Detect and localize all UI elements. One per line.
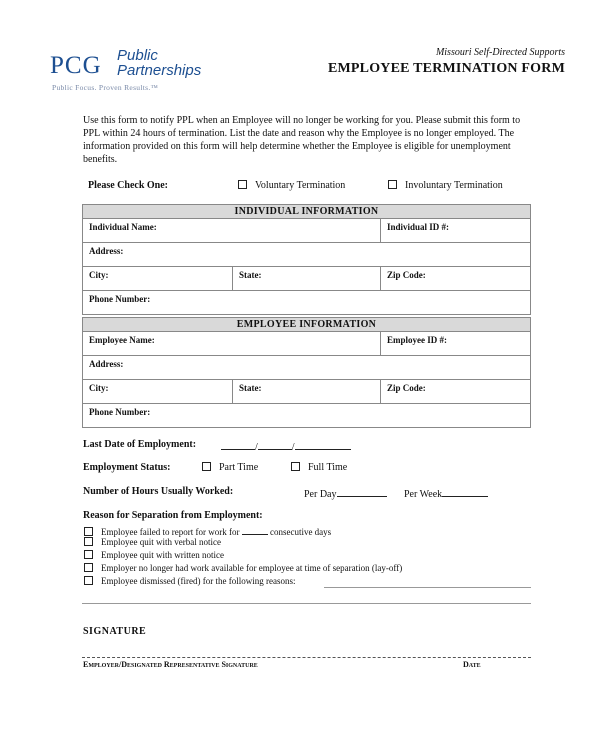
individual-info-table bbox=[82, 204, 531, 315]
checkbox-icon[interactable] bbox=[84, 527, 93, 536]
last-date-label: Last Date of Employment: bbox=[83, 439, 197, 450]
reason-3-label: Employee quit with written notice bbox=[101, 550, 224, 560]
employee-zip-field[interactable]: Zip Code: bbox=[381, 380, 531, 404]
signature-title: SIGNATURE bbox=[83, 626, 147, 637]
dismissed-reason-line-2[interactable] bbox=[82, 603, 531, 604]
form-subtitle: Missouri Self-Directed Supports bbox=[435, 47, 565, 58]
individual-name-field[interactable]: Individual Name: bbox=[83, 219, 381, 243]
reason-lay-off[interactable] bbox=[84, 563, 402, 573]
per-day-label: Per Day bbox=[304, 489, 337, 500]
check-one-label: Please Check One: bbox=[88, 180, 168, 191]
employee-state-field[interactable]: State: bbox=[233, 380, 381, 404]
employee-id-field[interactable]: Employee ID #: bbox=[381, 332, 531, 356]
signature-line[interactable] bbox=[82, 657, 531, 658]
option-voluntary-label: Voluntary Termination bbox=[255, 180, 346, 191]
individual-id-field[interactable]: Individual ID #: bbox=[381, 219, 531, 243]
form-title: EMPLOYEE TERMINATION FORM bbox=[327, 61, 565, 76]
option-part-time[interactable] bbox=[202, 462, 258, 473]
date-label: Date bbox=[463, 660, 481, 669]
per-week-label: Per Week bbox=[404, 489, 443, 500]
individual-phone-field[interactable]: Phone Number: bbox=[83, 291, 531, 315]
employment-status-label: Employment Status: bbox=[83, 462, 171, 473]
rep-signature-label: Employer/Designated Representative Signature bbox=[83, 660, 258, 669]
reason-1-pre: Employee failed to report for work for bbox=[101, 527, 240, 537]
individual-zip-field[interactable]: Zip Code: bbox=[381, 267, 531, 291]
checkbox-icon[interactable] bbox=[388, 180, 397, 189]
reason-dismissed[interactable] bbox=[84, 576, 531, 586]
checkbox-icon[interactable] bbox=[84, 550, 93, 559]
checkbox-icon[interactable] bbox=[238, 180, 247, 189]
days-blank[interactable] bbox=[242, 524, 268, 535]
employee-info-table bbox=[82, 317, 531, 428]
checkbox-icon[interactable] bbox=[84, 563, 93, 572]
reason-failed-to-report[interactable] bbox=[84, 524, 331, 537]
per-day-field[interactable] bbox=[304, 486, 387, 500]
checkbox-icon[interactable] bbox=[291, 462, 300, 471]
dismissed-reason-line[interactable] bbox=[324, 587, 531, 588]
employee-city-field[interactable]: City: bbox=[83, 380, 233, 404]
logo-tagline: Public Focus. Proven Results.™ bbox=[52, 83, 159, 92]
checkbox-icon[interactable] bbox=[84, 576, 93, 585]
option-full-time[interactable] bbox=[291, 462, 347, 473]
employee-info-heading: EMPLOYEE INFORMATION bbox=[83, 318, 531, 332]
option-involuntary[interactable] bbox=[388, 180, 503, 191]
logo-line2: Partnerships bbox=[117, 62, 202, 79]
individual-info-heading: INDIVIDUAL INFORMATION bbox=[83, 205, 531, 219]
reasons-heading: Reason for Separation from Employment: bbox=[83, 510, 263, 521]
individual-address-field[interactable]: Address: bbox=[83, 243, 531, 267]
reason-5-label: Employee dismissed (fired) for the following reasons: bbox=[101, 576, 296, 586]
individual-city-field[interactable]: City: bbox=[83, 267, 233, 291]
individual-state-field[interactable]: State: bbox=[233, 267, 381, 291]
checkbox-icon[interactable] bbox=[202, 462, 211, 471]
part-time-label: Part Time bbox=[219, 462, 259, 473]
last-date-field[interactable]: / / bbox=[221, 439, 351, 453]
reason-1-post: consecutive days bbox=[269, 527, 332, 537]
intro-paragraph: Use this form to notify PPL when an Employee will no longer be working for you. Please submit this form to PPL within 24 hours of termination. List the date and reason why the Employee is no longer employed. The information provided on this form will help determine whether the Employee is eligible for unemployment benefits. bbox=[83, 115, 521, 165]
logo-wordmark bbox=[117, 48, 201, 78]
hours-label: Number of Hours Usually Worked: bbox=[83, 486, 234, 497]
full-time-label: Full Time bbox=[308, 462, 348, 473]
option-involuntary-label: Involuntary Termination bbox=[405, 180, 503, 191]
employee-address-field[interactable]: Address: bbox=[83, 356, 531, 380]
logo-mark: PCG bbox=[50, 52, 102, 79]
per-week-field[interactable] bbox=[404, 486, 488, 500]
checkbox-icon[interactable] bbox=[84, 537, 93, 546]
reason-4-label: Employer no longer had work available for employee at time of separation (lay-off) bbox=[101, 563, 403, 573]
employee-phone-field[interactable]: Phone Number: bbox=[83, 404, 531, 428]
option-voluntary[interactable] bbox=[238, 180, 345, 191]
logo-line1: Public bbox=[117, 47, 158, 64]
reason-written-notice[interactable] bbox=[84, 550, 224, 560]
employee-name-field[interactable]: Employee Name: bbox=[83, 332, 381, 356]
reason-verbal-notice[interactable] bbox=[84, 537, 221, 547]
reason-2-label: Employee quit with verbal notice bbox=[101, 537, 221, 547]
